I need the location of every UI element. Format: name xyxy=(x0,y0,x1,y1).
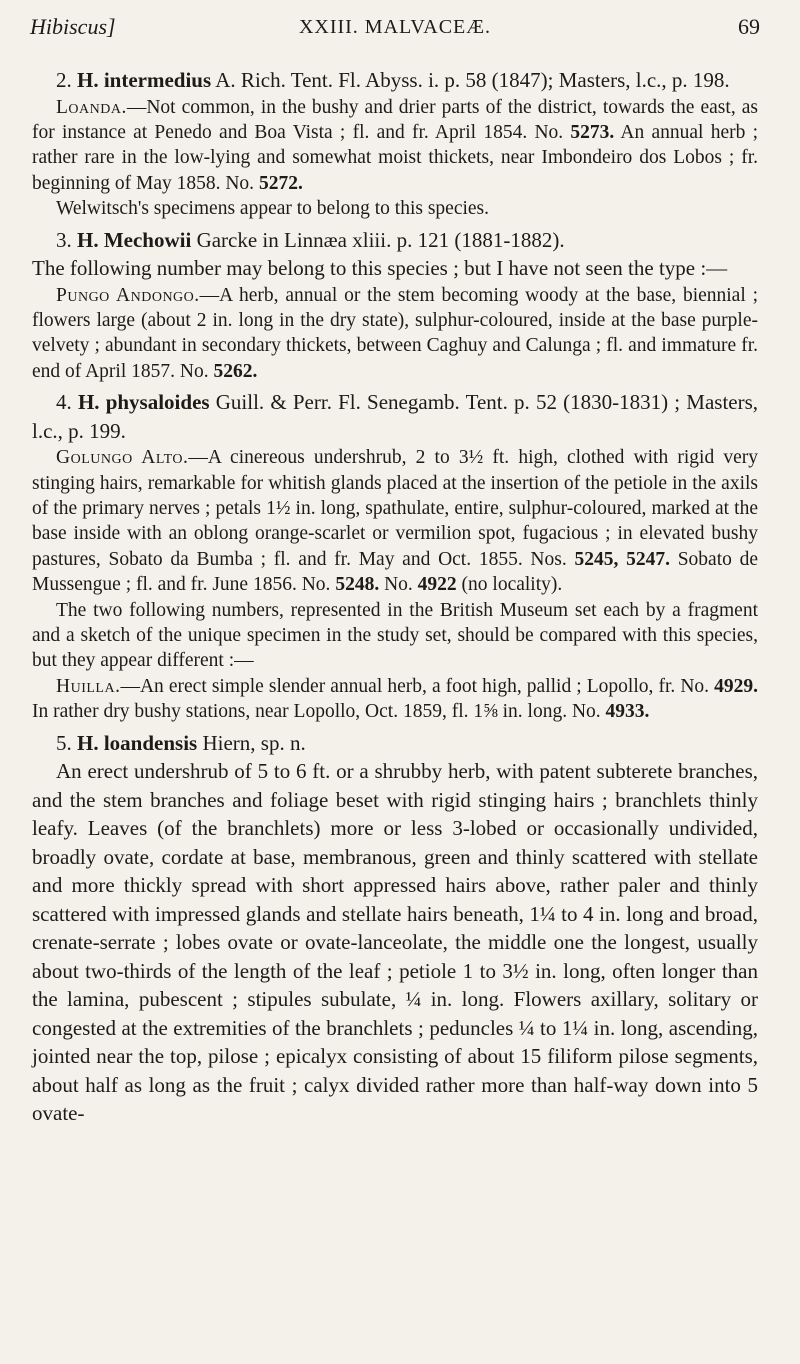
species-citation: A. Rich. Tent. Fl. Abyss. i. p. 58 (1847); Masters, l.c., p. 198. xyxy=(215,68,730,92)
specimen-number: 5245, 5247. xyxy=(574,548,670,570)
page-body xyxy=(32,66,758,1128)
locality-name: Huilla. xyxy=(56,675,121,697)
header-family: XXIII. MALVACEÆ. xyxy=(298,16,492,38)
species-number: 3. xyxy=(56,227,72,252)
specimen-number: 5248. xyxy=(335,574,380,596)
species-name: H. intermedius xyxy=(77,68,212,92)
locality-entry xyxy=(32,95,758,197)
specimen-number: 5273. xyxy=(570,121,615,143)
species-citation: Guill. & Perr. Fl. Senegamb. Tent. p. 52 (1830-1831) ; Masters, l.c., p. 199. xyxy=(32,390,759,443)
specimen-number: 4929. xyxy=(714,675,758,697)
specimen-number: 5272. xyxy=(258,172,303,194)
specimen-number: 5262. xyxy=(213,360,258,382)
species-note: Welwitsch's specimens appear to belong to this species. xyxy=(56,198,490,220)
entry-text: Sobato de Mussengue ; fl. and fr. June 1856. No. xyxy=(32,548,758,596)
locality-entry xyxy=(32,445,758,597)
entry-text: An annual herb ; rather rare in the low-lying and somewhat moist thickets, near Imbondeiro dos Lobos ; fr. beginning of May 1858. No. xyxy=(32,121,758,194)
entry-text: —An erect simple slender annual herb, a foot high, pallid ; Lopollo, fr. No. xyxy=(120,675,715,697)
locality-name: Pungo Andongo. xyxy=(56,284,200,306)
species-note: The following number may belong to this species ; but I have not seen the type :— xyxy=(32,256,728,281)
species-heading-physaloides xyxy=(32,388,758,445)
entry-text: —A herb, annual or the stem becoming woody at the base, biennial ; flowers large (about 2 in. long in the dry state), sulphur-coloured, inside at the base purple-velvety ; abundant in secondary thickets, between Caghuy and Calunga ; fl. and immature fr. end of April 1857. No. xyxy=(32,284,758,382)
species-heading-loandensis xyxy=(32,729,758,758)
species-name: H. Mechowii xyxy=(77,227,192,252)
page-number: 69 xyxy=(738,14,760,39)
specimen-number: 4922 xyxy=(417,574,457,596)
locality-entry xyxy=(32,674,758,725)
species-number: 4. xyxy=(56,390,72,415)
specimen-number: 4933. xyxy=(605,701,650,723)
entry-text: —Not common, in the bushy and drier parts of the district, towards the east, as for instance at Penedo and Boa Vista ; fl. and fr. April 1854. No. xyxy=(32,96,758,143)
species-heading-intermedius xyxy=(32,66,758,95)
species-heading-mechowii xyxy=(32,226,758,255)
species-note: The two following numbers, represented in the British Museum set each by a fragment and a sketch of the unique specimen in the study set, should be compared with this species, but they appear different :— xyxy=(32,599,758,672)
header-genus: Hibiscus] xyxy=(30,14,116,39)
species-number: 2. xyxy=(56,68,72,92)
entry-text: No. xyxy=(379,574,418,596)
species-citation: Garcke in Linnæa xliii. p. 121 (1881-1882). xyxy=(196,227,565,252)
entry-text: In rather dry bushy stations, near Lopollo, Oct. 1859, fl. 1⅝ in. long. No. xyxy=(32,701,606,723)
locality-name: Loanda. xyxy=(56,96,127,118)
species-name: H. loandensis xyxy=(77,730,198,755)
species-description: An erect undershrub of 5 to 6 ft. or a shrubby herb, with patent subterete branches, and the stem branches and foliage beset with rigid stinging hairs ; branchlets thinly leafy. Leaves (of the branchlets) more or less 3-lobed or occasionally undivided, broadly ovate, cordate at base, membranous, green and thinly scattered with stellate and more thickly spread with short appressed hairs above, rather paler and thinly scattered with impressed glands and stellate hairs beneath, 1¼ to 4 in. long and broad, crenate-serrate ; lobes ovate or ovate-lanceolate, the middle one the longest, usually about two-thirds of the length of the leaf ; petiole 1 to 3½ in. long, often longer than the lamina, pubescent ; stipules subulate, ¼ in. long. Flowers axillary, solitary or congested at the extremities of the branchlets ; peduncles ¼ to 1¼ in. long, ascending, jointed near the top, pilose ; epicalyx consisting of about 15 filiform pilose segments, about half as long as the fruit ; calyx divided rather more than half-way down into 5 ovate- xyxy=(32,759,758,1126)
locality-entry xyxy=(32,283,758,385)
species-number: 5. xyxy=(56,730,72,755)
running-header xyxy=(30,14,760,50)
entry-text: —A cinereous undershrub, 2 to 3½ ft. high, clothed with rigid very stinging hairs, remarkable for whitish glands placed at the insertion of the petiole in the axils of the primary nerves ; petals 1½ in. long, spathulate, entire, sulphur-coloured, marked at the base inside with an oblong orange-scarlet or vermilion spot, fugacious ; in elevated bushy pastures, Sobato da Bumba ; fl. and fr. May and Oct. 1855. Nos. xyxy=(32,447,758,570)
locality-name: Golungo Alto. xyxy=(56,447,189,469)
species-name: H. physaloides xyxy=(77,390,210,415)
species-citation: Hiern, sp. n. xyxy=(202,730,306,755)
entry-text: (no locality). xyxy=(456,574,563,596)
